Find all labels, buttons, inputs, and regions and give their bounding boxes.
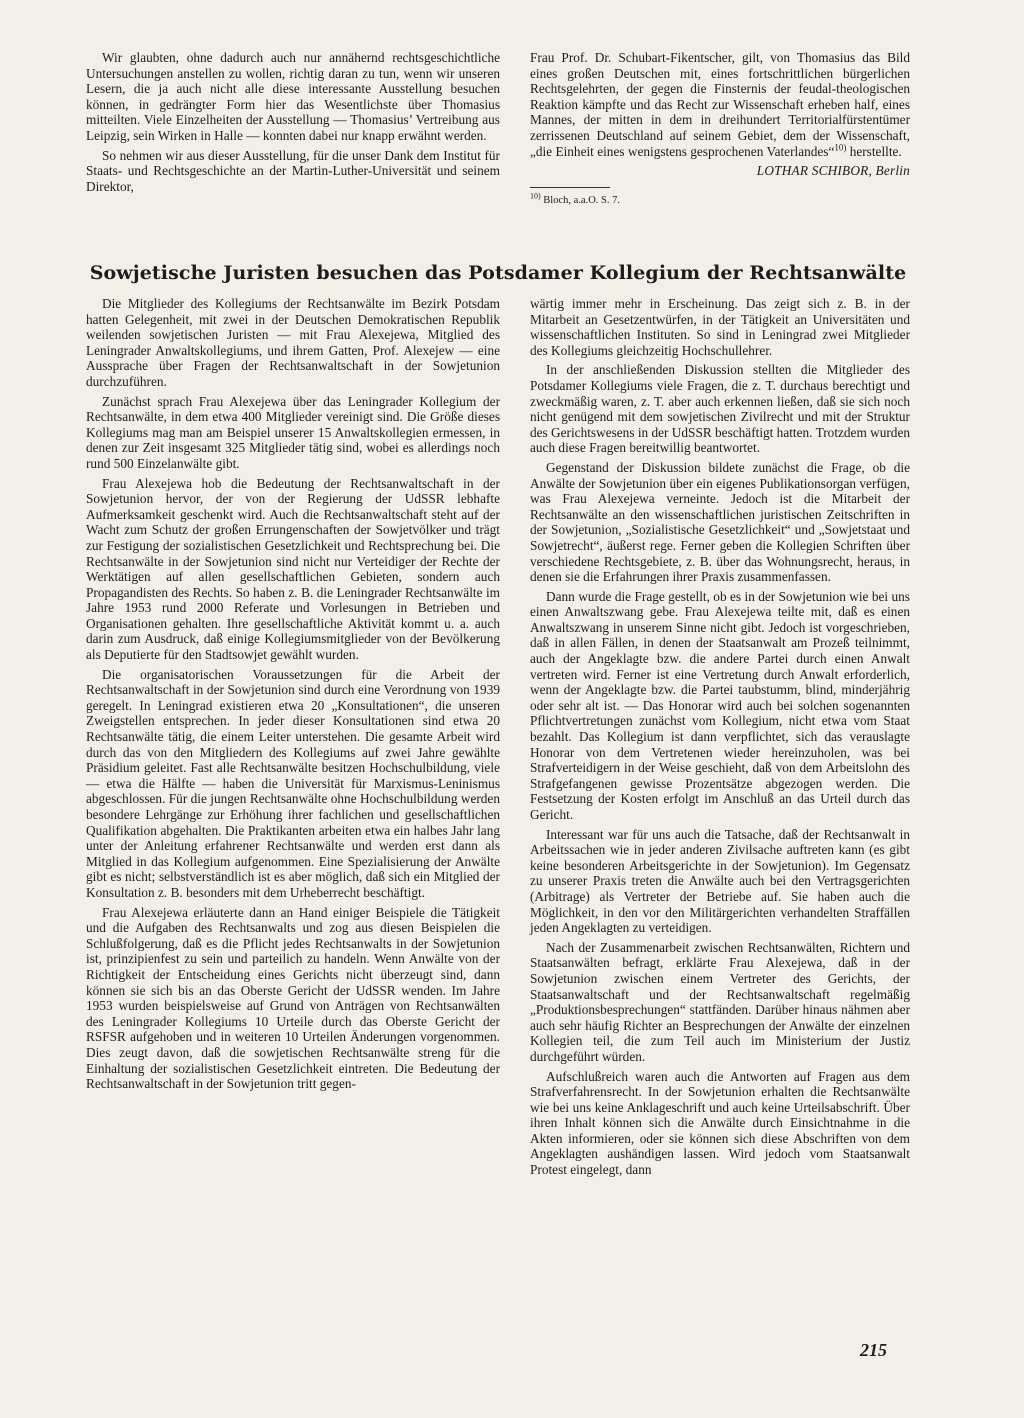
paragraph: Interessant war für uns auch die Tatsache, daß der Rechtsanwalt in Arbeitssachen wie in jeder anderen Zivilsache auftreten kann (es gibt keine besonderen Arbeitsgerichte in der Sowjetunion). Im Gegensatz zu unserer Praxis treten die Anwälte auch bei den Vertragsgerichten (Arbitrage) als Vertreter der Betriebe auf. Sie haben auch die Möglichkeit, in den vor den Militärgerichten verhandelten Straffällen jeden Angeklagten zu verteidigen. <box>530 826 910 936</box>
article-headline: Sowjetische Juristen besuchen das Potsdamer Kollegium der Rechtsanwälte <box>89 262 907 284</box>
paragraph: Frau Alexejewa erläuterte dann an Hand einiger Beispiele die Tätigkeit und die Aufgaben des Rechtsanwalts und zog aus diesen Beispielen die Schlußfolgerung, daß es die Pflicht jedes Rechtsanwalts in der Sowjetunion ist, prinzipienfest zu sein und parteilich zu handeln. Wenn Anwälte von der Richtigkeit der Entscheidung eines Gerichts nicht überzeugt sind, dann können sie sich bis an das Oberste Gericht der UdSSR wenden. Im Jahre 1953 wurden beispielsweise auf Grund von Anträgen von Rechtsanwälten des Leningrader Kollegiums 10 Urteile durch das Oberste Gericht der RSFSR aufgehoben und in weiteren 10 Urteilen Änderungen vorgenommen. Dies zeugt davon, daß die sowjetischen Rechtsanwälte streng für die Einhaltung der sozialistischen Gesetzlichkeit eintreten. Die Bedeutung der Rechtsanwaltschaft in der Sowjetunion tritt gegen- <box>86 904 500 1092</box>
paragraph: Die organisatorischen Voraussetzungen für die Arbeit der Rechtsanwaltschaft in der Sowjetunion sind durch eine Verordnung von 1939 geregelt. In Leningrad existieren etwa 20 „Konsultationen“, die unseren Zweigstellen entsprechen. In jeder dieser Konsultationen sind etwa 20 Rechtsanwälte tätig, die einem Leiter unterstehen. Die gesamte Arbeit wird durch das von den Mitgliedern des Kollegiums auf zwei Jahre gewählte Präsidium geleitet. Fast alle Rechtsanwälte besitzen Hochschulbildung, viele — etwa die Hälfte — haben die Universität für Marxismus-Leninismus abgeschlossen. Für die jungen Rechtsanwälte ohne Hochschulbildung werden besondere Lehrgänge zur Erhöhung ihrer fachlichen und gesellschaftlichen Qualifikation abgehalten. Die Praktikanten arbeiten etwa ein halbes Jahr lang unter der Anleitung erfahrener Rechtsanwälte und werden erst dann als Mitglied in das Kollegium aufgenommen. Eine Spezialisierung der Anwälte gibt es nicht; selbstverständlich ist es aber möglich, daß sich ein Mitglied der Konsultation z. B. besonders mit dem Urheberrecht beschäftigt. <box>86 666 500 900</box>
paragraph: Die Mitglieder des Kollegiums der Rechtsanwälte im Bezirk Potsdam hatten Gelegenheit, mit zwei in der Deutschen Demokratischen Republik weilenden sowjetischen Juristen — mit Frau Alexejewa, Mitglied des Leningrader Anwaltskollegiums, und ihrem Gatten, Prof. Alexejew — eine Aussprache über Fragen der Rechtsanwaltschaft in der Sowjetunion durchzuführen. <box>86 296 500 389</box>
paragraph: In der anschließenden Diskussion stellten die Mitglieder des Potsdamer Kollegiums viele Fragen, die z. T. durchaus berechtigt und zweckmäßig waren, z. T. aber auch erkennen ließen, daß sie sich noch nicht genügend mit dem sowjetischen Zivilrecht und mit der Struktur des Gerichtswesens in der UdSSR beschäftigt hatten. Trotzdem wurden auch diese Fragen bereitwillig beantwortet. <box>530 362 911 456</box>
paragraph: Dann wurde die Frage gestellt, ob es in der Sowjetunion wie bei uns einen Anwaltszwang gebe. Frau Alexejewa teilte mit, daß es einen Anwaltszwang in unserem Sinne nicht gibt. Jedoch ist vorgeschrieben, daß in allen Fällen, in denen der Staatsanwalt am Prozeß teilnimmt, auch der Angeklagte bzw. die andere Partei durch einen Anwalt vertreten wird. Ferner ist eine Vertretung durch Anwalt erforderlich, wenn der Angeklagte bzw. die Partei taubstumm, blind, minderjährig oder sehr alt ist. — Das Honorar wird auch bei solchen sogenannten Pflichtvertretungen zunächst vom Kollegium, nicht etwa vom Staat bezahlt. Das Kollegium ist dann verpflichtet, sich das verauslagte Honorar von dem Vertretenen wieder hereinzuholen, was bei Strafverteidigern in der Weise geschieht, daß von dem Arbeitslohn des Strafgefangenen gewisse Prozentsätze abgezogen werden. Die Festsetzung der Kosten erfolgt im Anschluß an das Urteil durch das Gericht. <box>530 588 910 822</box>
paragraph: Frau Alexejewa hob die Bedeutung der Rechtsanwaltschaft in der Sowjetunion hervor, der von der Regierung der UdSSR lebhafte Aufmerksamkeit geschenkt wird. Auch die Rechtsanwaltschaft steht auf der Wacht zum Schutz der großen Errungenschaften der Sowjetvölker und trägt zur Festigung der sozialistischen Gesetzlichkeit und Rechtsprechung bei. Die Rechtsanwälte in der Sowjetunion sind nicht nur Verteidiger der Rechte der Werktätigen auf allen gesellschaftlichen Gebieten, sondern auch Propagandisten des Rechts. So haben z. B. die Leningrader Rechtsanwälte im Jahre 1953 rund 2000 Referate und Vorlesungen in Betrieben und Organisationen gehalten. Ihre gesellschaftliche Aktivität kommt u. a. auch darin zum Ausdruck, daß einige Kollegiumsmitglieder von der Bevölkerung als Deputierte für den Stadtsowjet gewählt wurden. <box>86 475 500 663</box>
page-number: 215 <box>860 1340 887 1360</box>
footnote-mark: 10) <box>530 191 541 201</box>
previous-article-left-column <box>86 50 500 198</box>
paragraph: So nehmen wir aus dieser Ausstellung, für die unser Dank dem Institut für Staats- und Rechtsgeschichte an der Martin-Luther-Universität und seinem Direktor, <box>86 147 500 194</box>
paragraph: Wir glaubten, ohne dadurch auch nur annähernd rechtsgeschichtliche Untersuchungen anstellen zu wollen, richtig daran zu tun, wenn wir unseren Lesern, die ja auch nicht alle diese interessante Ausstellung besuchen können, in gedrängter Form hier das Wesentlichste über Thomasius mitteilten. Viele Einzelheiten der Ausstellung — Thomasius’ Vertreibung aus Leipzig, sein Wirken in Halle — konnten dabei nur knapp erwähnt werden. <box>86 50 500 143</box>
footnote-reference: 10) <box>834 142 847 153</box>
paragraph-text: Frau Prof. Dr. Schubart-Fikentscher, gilt, von Thomasius das Bild eines großen Deutschen mit, eines fortschrittlichen bürgerlichen Rechtsgelehrten, der gegen die Finsternis der feudal-theologischen Reaktion kämpfte und das Recht zur Wissenschaft erheben half, eines Mannes, der mitten in dem in dreihundert Territorialfürstentümer zerrissenen Deutschland auf seinem Gebiet, dem der Wissenschaft, „die Einheit eines wenigstens gesprochenen Vaterlandes“ <box>530 50 910 159</box>
paragraph-text-end: herstellte. <box>846 143 902 159</box>
paragraph <box>530 50 910 159</box>
footnote-text: Bloch, a.a.O. S. 7. <box>540 194 620 206</box>
paragraph: Gegenstand der Diskussion bildete zunächst die Frage, ob die Anwälte der Sowjetunion über ein eigenes Publikationsorgan verfügen, was Frau Alexejewa verneinte. Jedoch ist die Mitarbeit der Rechtsanwälte an den wissenschaftlichen juristischen Zeitschriften in der Sowjetunion, „Sozialistische Gesetzlichkeit“ und „Sowjetstaat und Sowjetrecht“, äußerst rege. Ferner geben die Kollegien Schriften über verschiedene Rechtsgebiete, z. B. über das Wohnungsrecht, heraus, in denen sie die Erfahrungen ihrer Praxis zusammenfassen. <box>530 459 910 585</box>
paragraph: Nach der Zusammenarbeit zwischen Rechtsanwälten, Richtern und Staatsanwälten befragt, erklärte Frau Alexejewa, daß in der Sowjetunion zwischen einem Vertreter des Gerichts, der Staatsanwaltschaft und der Rechtsanwaltschaft regelmäßig „Produktionsbesprechungen“ stattfänden. Darüber hinaus nähmen aber auch sehr häufig Richter an Besprechungen der Anwälte der einzelnen Kollegien teil, die zum Teil auch im Ministerium der Justiz durchgeführt würden. <box>530 939 910 1064</box>
footnote-divider <box>530 187 610 188</box>
previous-article-right-column <box>530 50 910 211</box>
paragraph: Zunächst sprach Frau Alexejewa über das Leningrader Kollegium der Rechtsanwälte, in dem etwa 400 Mitglieder vereinigt sind. Die Größe dieses Kollegiums mag man am Beispiel unserer 15 Anwaltskollegien ermessen, in denen zur Zeit insgesamt 325 Mitglieder tätig sind, wobei es allerdings noch rund 500 Einzelanwälte gibt. <box>86 393 500 471</box>
article-left-column <box>86 296 500 1096</box>
article-right-column <box>530 296 910 1182</box>
footnote <box>530 191 910 207</box>
paragraph: Aufschlußreich waren auch die Antworten auf Fragen aus dem Strafverfahrensrecht. In der Sowjetunion erhalten die Rechtsanwälte wie bei uns keine Anklageschrift und auch keine Urteilsabschrift. Über ihren Inhalt können sich die Anwälte durch Einsichtnahme in die Akten informieren, oder sie können sich diese Abschriften von dem Angeklagten aushändigen lassen. Wird jedoch vom Staatsanwalt Protest eingelegt, dann <box>530 1068 910 1178</box>
author-signature: LOTHAR SCHIBOR, Berlin <box>756 163 910 179</box>
paragraph: wärtig immer mehr in Erscheinung. Das zeigt sich z. B. in der Mitarbeit an Gesetzentwürfen, in der Tätigkeit an Universitäten und wissenschaftlichen Instituten. So sind in Leningrad zwei Mitglieder des Kollegiums gleichzeitig Hochschullehrer. <box>530 296 910 358</box>
